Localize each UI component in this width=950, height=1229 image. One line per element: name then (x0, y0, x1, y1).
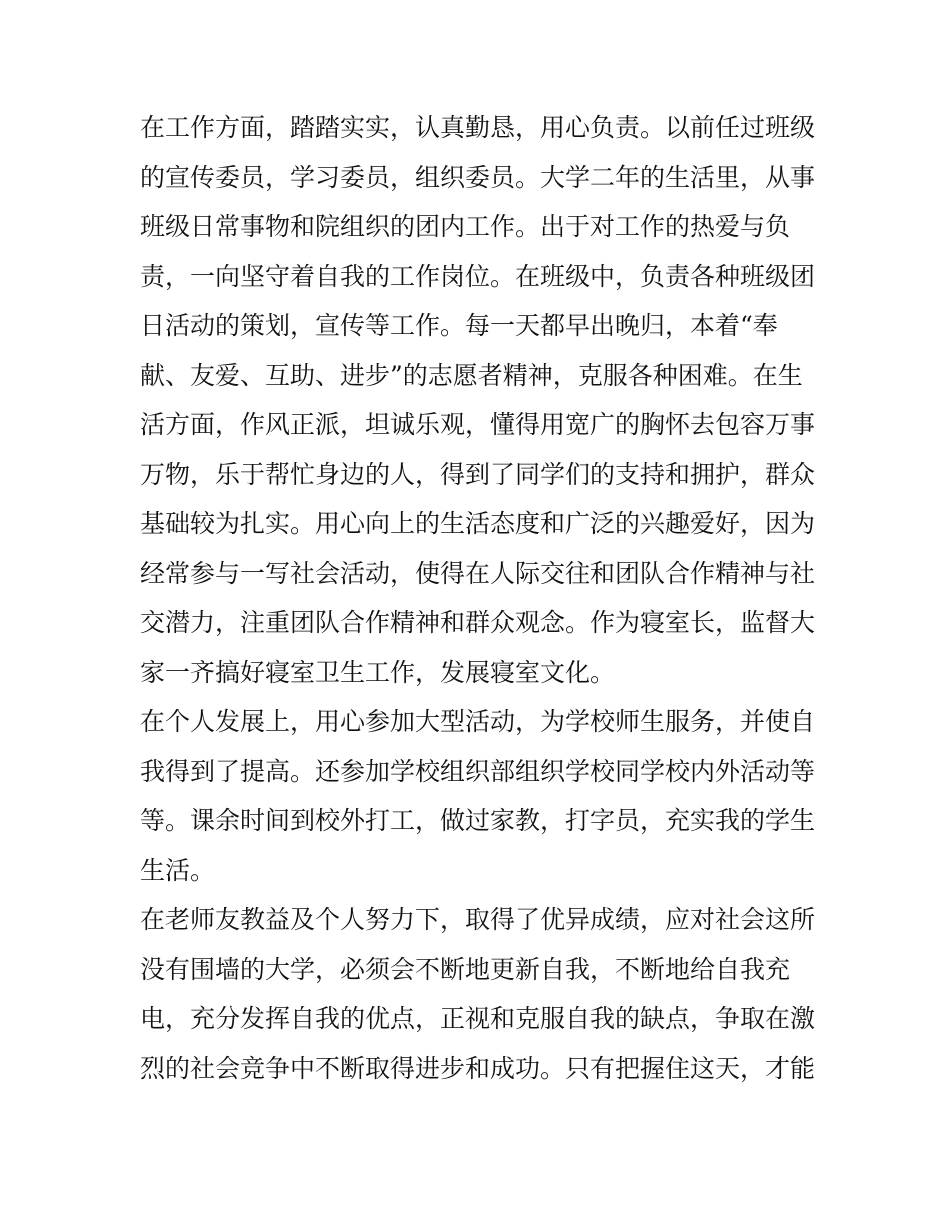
text-line: 活方面，作风正派，坦诚乐观，懂得用宽广的胸怀去包容万事 (140, 410, 816, 439)
body-text (140, 103, 830, 1093)
text-line: 万物，乐于帮忙身边的人，得到了同学们的支持和拥护，群众 (140, 459, 816, 489)
text-line: 日活动的策划，宣传等工作。每一天都早出晚归，本着“奉 (140, 311, 778, 340)
text-line: 我得到了提高。还参加学校组织部组织学校同学校内外活动等 (140, 756, 816, 786)
text-line: 在工作方面，踏踏实实，认真勤恳，用心负责。以前任过班级 (140, 113, 816, 142)
text-line: 烈的社会竞争中不断取得进步和成功。只有把握住这天，才能 (140, 1053, 816, 1083)
text-line: 班级日常事物和院组织的团内工作。出于对工作的热爱与负 (140, 212, 791, 241)
text-line: 基础较为扎实。用心向上的生活态度和广泛的兴趣爱好，因为 (140, 509, 816, 538)
text-line: 交潜力，注重团队合作精神和群众观念。作为寝室长，监督大 (140, 608, 816, 637)
text-line: 家一齐搞好寝室卫生工作，发展寝室文化。 (140, 657, 616, 687)
text-line: 生活。 (140, 855, 216, 885)
text-line: 在老师友教益及个人努力下，取得了优异成绩，应对社会这所 (140, 905, 816, 934)
text-line: 献、友爱、互助、进步”的志愿者精神，克服各种困难。在生 (140, 360, 803, 390)
text-line: 电，充分发挥自我的优点，正视和克服自我的缺点，争取在激 (140, 1004, 816, 1033)
text-line: 在个人发展上，用心参加大型活动，为学校师生服务，并使自 (140, 707, 816, 736)
text-line: 经常参与一写社会活动，使得在人际交往和团队合作精神与社 (140, 558, 816, 588)
text-line: 的宣传委员，学习委员，组织委员。大学二年的生活里，从事 (140, 162, 816, 192)
text-line: 没有围墙的大学，必须会不断地更新自我，不断地给自我充 (140, 954, 791, 984)
text-line: 责，一向坚守着自我的工作岗位。在班级中，负责各种班级团 (140, 261, 816, 291)
text-line: 等。课余时间到校外打工，做过家教，打字员，充实我的学生 (140, 806, 816, 835)
